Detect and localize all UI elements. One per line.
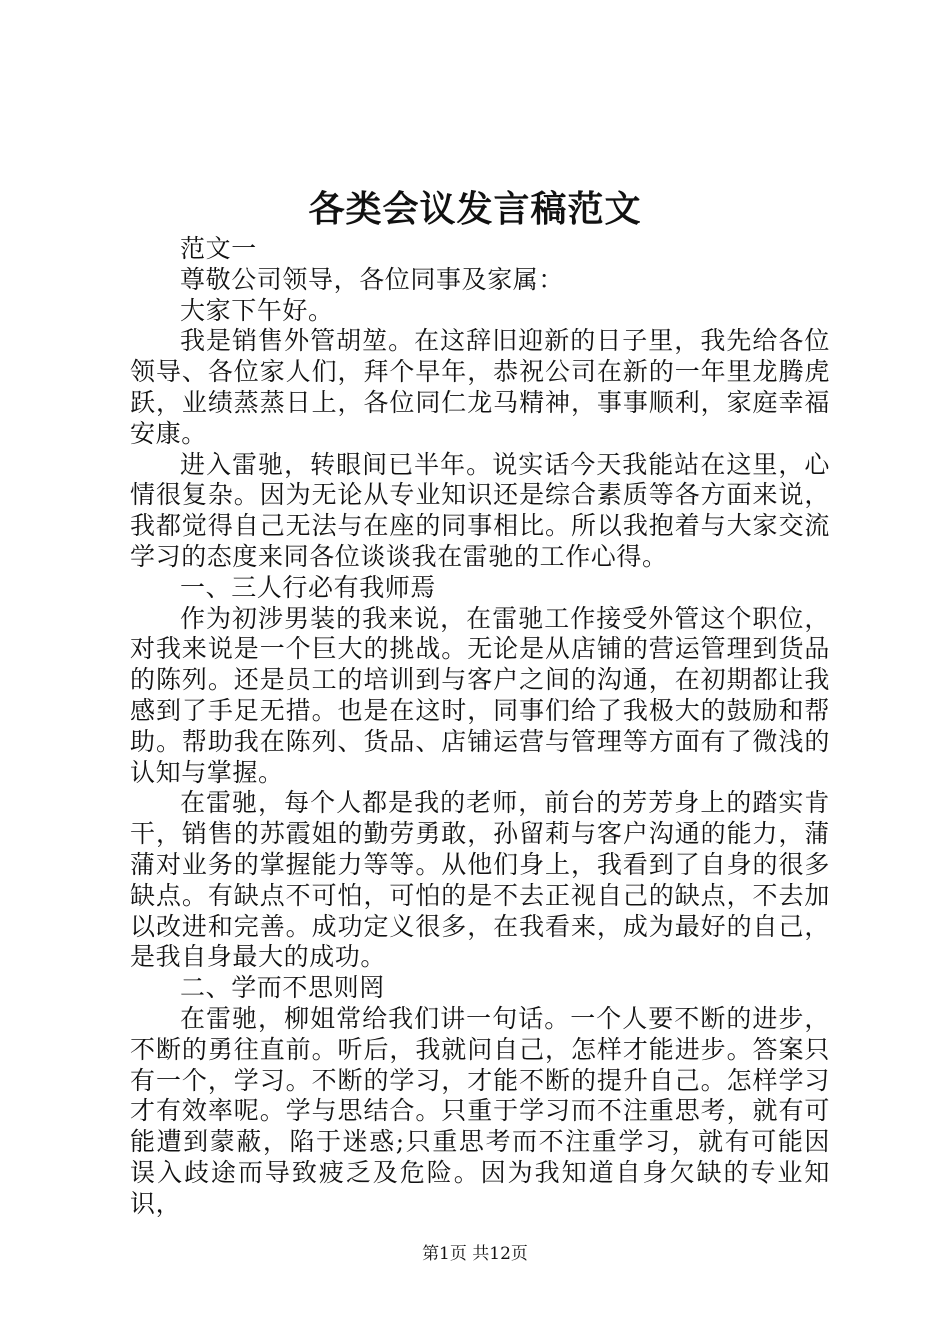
paragraph: 在雷驰，柳姐常给我们讲一句话。一个人要不断的进步，不断的勇往直前。听后，我就问自己，怎样才能进步。答案只有一个，学习。不断的学习，才能不断的提升自己。怎样学习才有效率呢。学与思结合。只重于学习而不注重思考，就有可能遭到蒙蔽，陷于迷惑;只重思考而不注重学习，就有可能因误入歧途而导致疲乏及危险。因为我知道自身欠缺的专业知识，: [130, 1003, 830, 1218]
paragraph-greeting: 大家下午好。: [180, 295, 334, 325]
section-heading: 一、三人行必有我师焉: [180, 572, 437, 602]
paragraph-salutation: 尊敬公司领导，各位同事及家属：: [180, 264, 565, 294]
document-title: 各类会议发言稿范文: [308, 188, 642, 230]
paragraph: 进入雷驰，转眼间已半年。说实话今天我能站在这里，心情很复杂。因为无论从专业知识还是综合素质等各方面来说，我都觉得自己无法与在座的同事相比。所以我抱着与大家交流学习的态度来同各位谈谈我在雷驰的工作心得。: [130, 449, 830, 571]
paragraph: 作为初涉男装的我来说，在雷驰工作接受外管这个职位，对我来说是一个巨大的挑战。无论是从店铺的营运管理到货品的陈列。还是员工的培训到与客户之间的沟通，在初期都让我感到了手足无措。也是在这时，同事们给了我极大的鼓励和帮助。帮助我在陈列、货品、店铺运营与管理等方面有了微浅的认知与掌握。: [130, 603, 830, 787]
document-body: [130, 234, 830, 1220]
paragraph-label: 范文一: [180, 234, 257, 263]
page-footer: 第1页 共12页: [422, 1244, 528, 1264]
paragraph: 我是销售外管胡堃。在这辞旧迎新的日子里，我先给各位领导、各位家人们，拜个早年，恭祝公司在新的一年里龙腾虎跃，业绩蒸蒸日上，各位同仁龙马精神，事事顺利，家庭幸福安康。: [130, 326, 830, 448]
paragraph: 在雷驰，每个人都是我的老师，前台的芳芳身上的踏实肯干，销售的苏霞姐的勤劳勇敢，孙留莉与客户沟通的能力，蒲蒲对业务的掌握能力等等。从他们身上，我看到了自身的很多缺点。有缺点不可怕，可怕的是不去正视自己的缺点，不去加以改进和完善。成功定义很多，在我看来，成为最好的自己，是我自身最大的成功。: [130, 788, 830, 972]
section-heading: 二、学而不思则罔: [180, 973, 385, 1003]
